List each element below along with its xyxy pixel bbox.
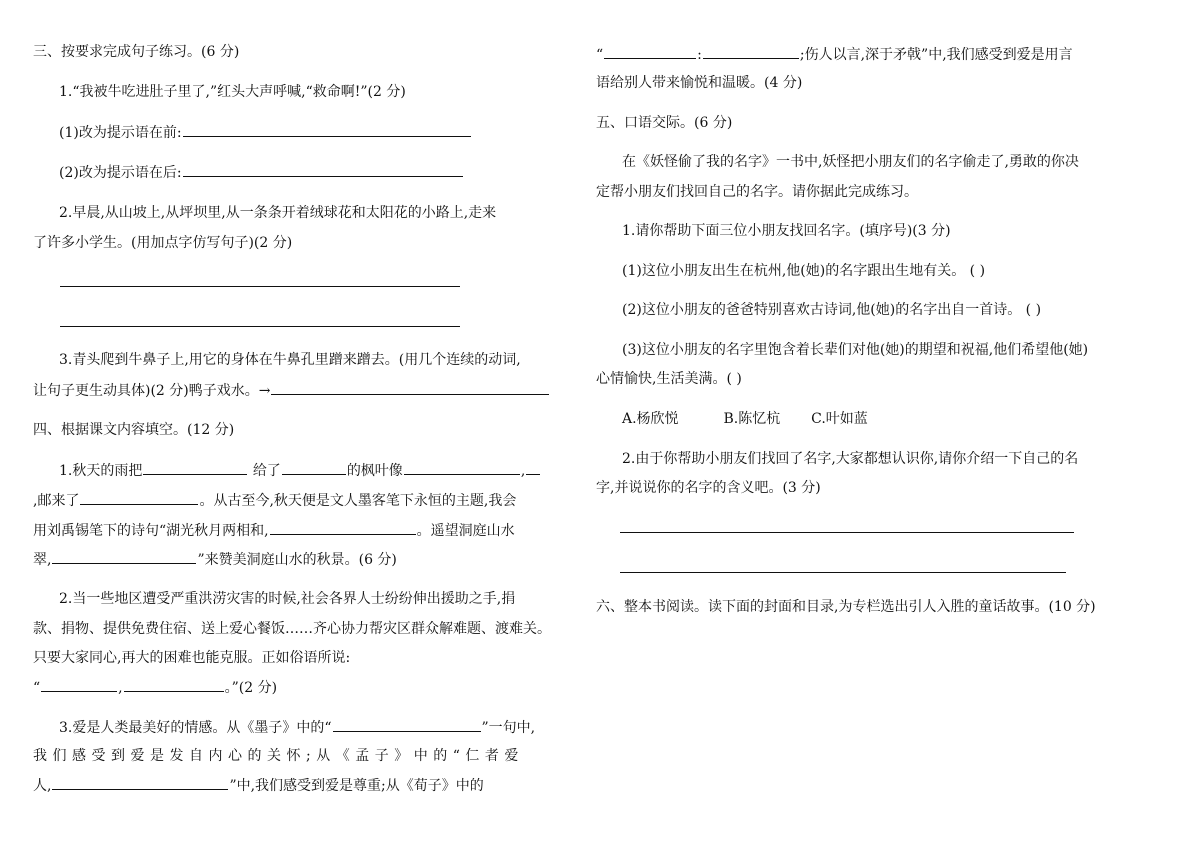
fill-4-2-line4: “ , 。”(2 分) [33,677,277,698]
fill-4-2-line2: 款、捐物、提供免费住宿、送上爱心餐饭……齐心协力帮灾区群众解难题、渡难关。 [33,621,551,637]
fill-4-1-line4: 翠, ”来赞美洞庭山水的秋景。(6 分) [33,549,397,570]
answer-blank[interactable] [604,44,696,59]
answer-blank[interactable] [526,460,540,475]
question-5-1: 1.请你帮助下面三位小朋友找回名字。(填序号)(3 分) [622,223,951,239]
fill-4-1-line3: 用刘禹锡笔下的诗句“湖光秋月两相和, 。遥望洞庭山水 [33,520,515,541]
fill-4-2-line1: 2.当一些地区遭受严重洪涝灾害的时候,社会各界人士纷纷伸出援助之手,捐 [59,591,516,607]
question-3-3-line2: 让句子更生动具体)(2 分)鸭子戏水。→ [33,380,550,401]
option-b: B.陈忆杭 [723,411,781,427]
section-6-title: 六、整本书阅读。读下面的封面和目录,为专栏选出引人入胜的童话故事。(10 分) [596,599,1096,615]
question-3-1b: (2)改为提示语在后: [33,162,464,183]
answer-blank[interactable] [703,44,799,59]
answer-blank[interactable] [183,162,463,177]
answer-blank[interactable] [41,677,117,692]
fill-4-1-line1: 1.秋天的雨把 给了 的枫叶像 , [33,460,541,481]
answer-blank[interactable] [52,549,196,564]
answer-blank[interactable] [143,460,247,475]
section-5-intro-line1: 在《妖怪偷了我的名字》一书中,妖怪把小朋友们的名字偷走了,勇敢的你决 [622,154,1079,170]
fill-4-3-line4: “ : ;伤人以言,深于矛戟”中,我们感受到爱是用言 [596,44,1073,65]
question-5-1-3-line2: 心情愉快,生活美满。( ) [596,371,742,387]
question-3-2-line2: 了许多小学生。(用加点字仿写句子)(2 分) [33,235,293,251]
section-3-title: 三、按要求完成句子练习。(6 分) [33,44,240,60]
answer-line[interactable] [60,286,460,287]
answer-blank[interactable] [404,460,520,475]
option-c: C.叶如蓝 [811,411,868,427]
option-a: A.杨欣悦 [622,411,679,427]
answer-blank[interactable] [52,775,228,790]
question-3-3-line1: 3.青头爬到牛鼻子上,用它的身体在牛鼻孔里蹭来蹭去。(用几个连续的动词, [59,352,521,368]
answer-line[interactable] [60,326,460,327]
question-3-2-line1: 2.早晨,从山坡上,从坪坝里,从一条条开着绒球花和太阳花的小路上,走来 [59,205,497,221]
fill-4-3-line1: 3.爱是人类最美好的情感。从《墨子》中的“ ”一句中, [33,717,535,738]
question-5-2-line2: 字,并说说你的名字的含义吧。(3 分) [596,480,821,496]
question-5-1-1: (1)这位小朋友出生在杭州,他(她)的名字跟出生地有关。 ( ) [622,263,986,279]
fill-4-1-line2: ,邮来了 。从古至今,秋天便是文人墨客笔下永恒的主题,我会 [33,490,516,511]
answer-blank[interactable] [124,677,224,692]
question-5-1-2: (2)这位小朋友的爸爸特别喜欢古诗词,他(她)的名字出自一首诗。 ( ) [622,302,1042,318]
answer-blank[interactable] [270,520,416,535]
answer-blank[interactable] [333,717,481,732]
question-3-1a: (1)改为提示语在前: [33,122,472,143]
question-5-1-3-line1: (3)这位小朋友的名字里饱含着长辈们对他(她)的期望和祝福,他们希望他(她) [622,342,1089,358]
question-5-2-line1: 2.由于你帮助小朋友们找回了名字,大家都想认识你,请你介绍一下自己的名 [622,451,1079,467]
fill-4-3-line3: 人, ”中,我们感受到爱是尊重;从《荀子》中的 [33,775,484,796]
answer-line[interactable] [620,572,1066,573]
section-5-intro-line2: 定帮小朋友们找回自己的名字。请你据此完成练习。 [596,184,918,200]
answer-line[interactable] [620,532,1074,533]
answer-blank[interactable] [80,490,198,505]
answer-blank[interactable] [183,122,471,137]
section-4-title: 四、根据课文内容填空。(12 分) [33,422,235,438]
options-row [596,409,868,429]
section-5-title: 五、口语交际。(6 分) [596,115,733,131]
fill-4-3-line5: 语给别人带来愉悦和温暖。(4 分) [596,75,803,91]
answer-blank[interactable] [282,460,346,475]
fill-4-2-line3: 只要大家同心,再大的困难也能克服。正如俗语所说: [33,650,351,666]
question-3-1: 1.“我被牛吃进肚子里了,”红头大声呼喊,“救命啊!”(2 分) [59,84,406,100]
answer-blank[interactable] [271,380,549,395]
fill-4-3-line2: 我们感受到爱是发自内心的关怀;从《孟子》中的“仁者爱 [33,748,524,764]
